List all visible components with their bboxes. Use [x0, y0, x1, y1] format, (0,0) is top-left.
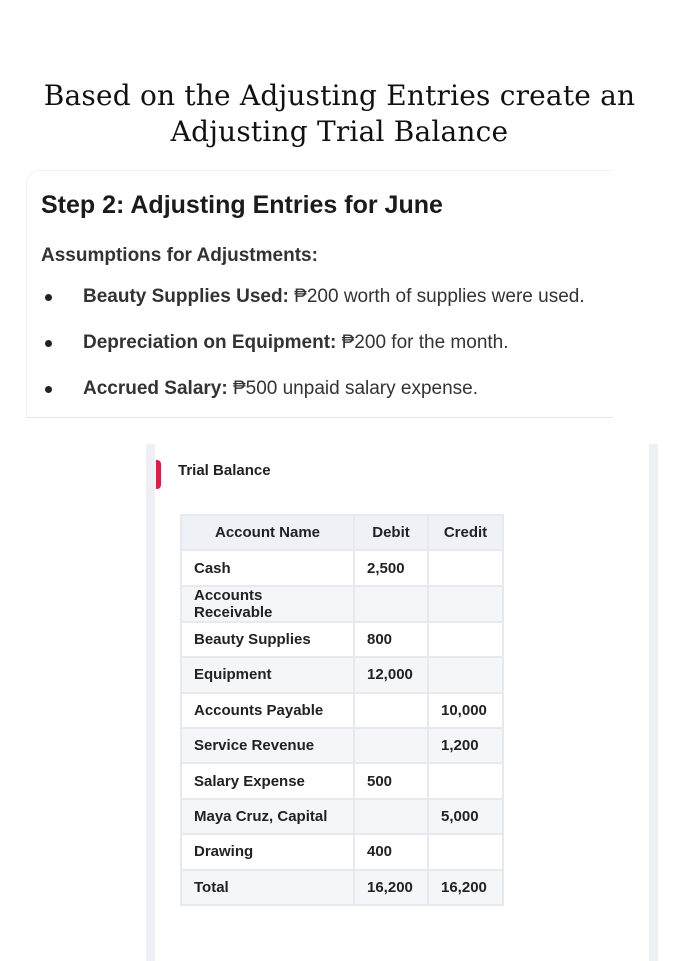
- table-row-total: [181, 870, 503, 905]
- cell-credit: 16,200: [428, 870, 503, 905]
- cell-credit: 10,000: [428, 693, 503, 728]
- cell-debit: 800: [354, 622, 428, 657]
- trial-balance-table: [180, 514, 504, 906]
- header-credit: Credit: [428, 515, 503, 550]
- trial-balance-title: Trial Balance: [178, 462, 271, 479]
- cell-debit: 12,000: [354, 657, 428, 692]
- assumption-detail: ₱200 for the month.: [336, 332, 509, 353]
- cell-account: Equipment: [181, 657, 354, 692]
- bullet-icon: [45, 386, 52, 393]
- cell-account: Maya Cruz, Capital: [181, 799, 354, 834]
- cell-debit: 2,500: [354, 550, 428, 585]
- page-title-line-2: Adjusting Trial Balance: [170, 115, 509, 148]
- header-account-name: Account Name: [181, 515, 354, 550]
- page-title-line-1: Based on the Adjusting Entries create an: [43, 79, 636, 112]
- page-title: [0, 78, 679, 150]
- table-header-row: [181, 515, 503, 550]
- assumption-detail: ₱500 unpaid salary expense.: [227, 378, 479, 399]
- cell-debit: [354, 728, 428, 763]
- cell-debit: 400: [354, 834, 428, 869]
- cell-debit: 500: [354, 763, 428, 798]
- assumption-text: [83, 286, 585, 308]
- table-row: [181, 622, 503, 657]
- table-row: [181, 799, 503, 834]
- table-row: [181, 728, 503, 763]
- bullet-icon: [45, 294, 52, 301]
- cell-debit: [354, 586, 428, 622]
- cell-debit: [354, 799, 428, 834]
- table-row: [181, 657, 503, 692]
- cell-credit: [428, 622, 503, 657]
- adjusting-entries-panel: [26, 170, 613, 417]
- table-row: [181, 550, 503, 585]
- accent-bar: [156, 460, 161, 489]
- cell-account: Total: [181, 870, 354, 905]
- assumption-label: Accrued Salary:: [83, 378, 228, 399]
- assumption-text: [83, 378, 478, 400]
- header-debit: Debit: [354, 515, 428, 550]
- bullet-icon: [45, 340, 52, 347]
- cell-credit: 1,200: [428, 728, 503, 763]
- assumption-label: Beauty Supplies Used:: [83, 286, 289, 307]
- steps-heading: Step 2: Adjusting Entries for June: [41, 191, 443, 219]
- cell-debit: [354, 693, 428, 728]
- cell-credit: 5,000: [428, 799, 503, 834]
- table-row: [181, 693, 503, 728]
- table-row: [181, 586, 503, 622]
- cell-credit: [428, 763, 503, 798]
- cell-credit: [428, 657, 503, 692]
- cell-account: Cash: [181, 550, 354, 585]
- table-row: [181, 834, 503, 869]
- cell-credit: [428, 586, 503, 622]
- cell-credit: [428, 550, 503, 585]
- cell-account: Accounts Receivable: [181, 586, 354, 622]
- cell-credit: [428, 834, 503, 869]
- cell-account: Beauty Supplies: [181, 622, 354, 657]
- cell-account: Drawing: [181, 834, 354, 869]
- assumption-detail: ₱200 worth of supplies were used.: [288, 286, 585, 307]
- cell-account: Accounts Payable: [181, 693, 354, 728]
- trial-balance-card: [146, 444, 658, 961]
- assumption-label: Depreciation on Equipment:: [83, 332, 337, 353]
- cell-debit: 16,200: [354, 870, 428, 905]
- assumption-text: [83, 332, 509, 354]
- cell-account: Service Revenue: [181, 728, 354, 763]
- table-row: [181, 763, 503, 798]
- assumptions-heading: Assumptions for Adjustments:: [41, 245, 318, 266]
- cell-account: Salary Expense: [181, 763, 354, 798]
